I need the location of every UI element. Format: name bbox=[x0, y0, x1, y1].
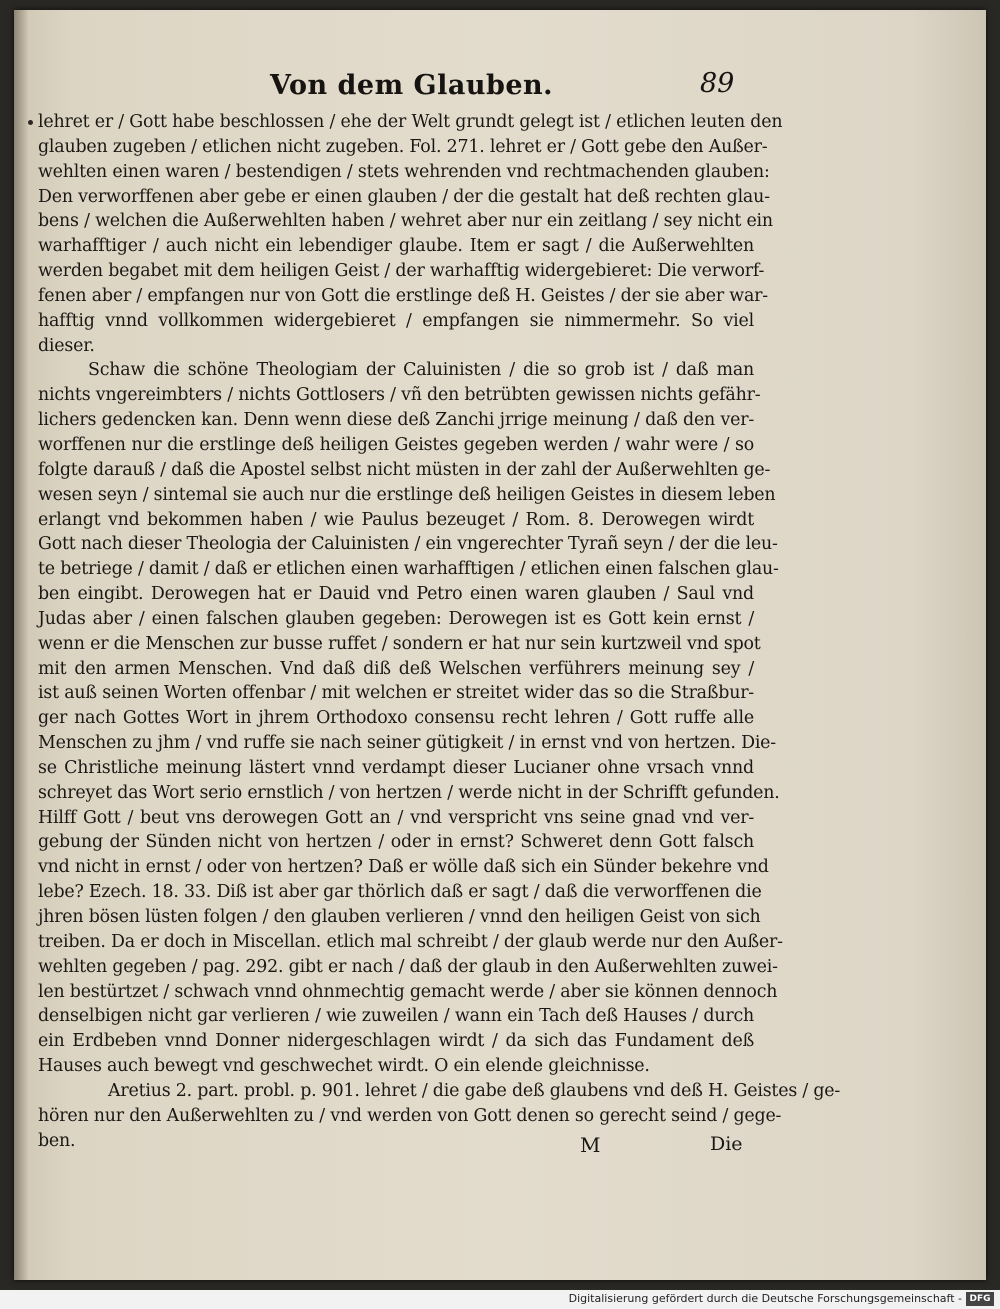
text-line: ist auß seinen Worten offenbar / mit welchen er streitet wider das so die Straßbur- bbox=[38, 683, 754, 704]
text-line: wehlten einen waren / bestendigen / stets wehrenden vnd rechtmachenden glauben: bbox=[38, 161, 770, 182]
text-line: ger nach Gottes Wort in jhrem Orthodoxo consensu recht lehren / Gott ruffe alle bbox=[38, 708, 754, 729]
text-line: wenn er die Menschen zur busse ruffet / sondern er hat nur sein kurtzweil vnd spot bbox=[38, 633, 761, 654]
text-line: lebe? Ezech. 18. 33. Diß ist aber gar thörlich daß er sagt / daß die verworffenen die bbox=[38, 882, 762, 903]
text-line: folgte darauß / daß die Apostel selbst nicht müsten in der zahl der Außerwehlten ge- bbox=[38, 459, 771, 480]
text-line: hören nur den Außerwehlten zu / vnd werden von Gott denen so gerecht seind / gege- bbox=[38, 1105, 782, 1126]
text-line: vnd nicht in ernst / oder von hertzen? Daß er wölle daß sich ein Sünder bekehre vnd bbox=[38, 857, 769, 878]
text-line: worffenen nur die erstlinge deß heiligen Geistes gegeben werden / wahr were / so bbox=[38, 434, 754, 455]
text-line: erlangt vnd bekommen haben / wie Paulus bezeuget / Rom. 8. Derowegen wirdt bbox=[38, 509, 754, 530]
text-line: nichts vngereimbters / nichts Gottlosers / vñ den betrübten gewissen nichts gefähr- bbox=[38, 385, 761, 406]
text-line: bens / welchen die Außerwehlten haben / wehret aber nur ein zeitlang / sey nicht ein bbox=[38, 211, 773, 232]
text-line: Hilff Gott / beut vns derowegen Gott an / vnd verspricht vns seine gnad vnd ver- bbox=[38, 807, 754, 828]
text-line: gebung der Sünden nicht von hertzen / oder in ernst? Schweret denn Gott falsch bbox=[38, 832, 754, 853]
text-line: len bestürtzet / schwach vnnd ohnmechtig gemacht werde / aber sie können dennoch bbox=[38, 981, 778, 1002]
text-line: lehret er / Gott habe beschlossen / ehe der Welt grundt gelegt ist / etlichen leuten den bbox=[38, 112, 783, 132]
text-line: treiben. Da er doch in Miscellan. etlich mal schreibt / der glaub werde nur den Außer- bbox=[38, 931, 783, 952]
body-text bbox=[38, 110, 841, 1153]
signature-mark: M bbox=[580, 1133, 601, 1157]
text-line: Judas aber / einen falschen glauben gegeben: Derowegen ist es Gott kein ernst / bbox=[38, 608, 754, 629]
text-line: se Christliche meinung lästert vnnd verdampt dieser Lucianer ohne vrsach vnnd bbox=[38, 757, 754, 778]
text-line: ben eingibt. Derowegen hat er Dauid vnd Petro einen waren glauben / Saul vnd bbox=[38, 584, 754, 605]
running-head: Von dem Glauben. bbox=[270, 70, 554, 101]
text-line: ein Erdbeben vnnd Donner nidergeschlagen wirdt / da sich das Fundament deß bbox=[38, 1031, 754, 1052]
text-line: warhafftiger / auch nicht ein lebendiger glaube. Item er sagt / die Außerwehlten bbox=[38, 236, 754, 257]
text-line: te betriege / damit / daß er etlichen einen warhafftigen / etlichen einen falschen glau- bbox=[38, 559, 779, 580]
text-line: ben. bbox=[38, 1130, 76, 1151]
text-line: denselbigen nicht gar verlieren / wie zuweilen / wann ein Tach deß Hauses / durch bbox=[38, 1006, 754, 1027]
text-line: Gott nach dieser Theologia der Caluinisten / ein vngerechter Tyrañ seyn / der die leu- bbox=[38, 534, 778, 555]
text-line: schreyet das Wort serio ernstlich / von hertzen / werde nicht in der Schrifft gefunden. bbox=[38, 782, 780, 803]
text-line: Menschen zu jhm / vnd ruffe sie nach seiner gütigkeit / in ernst vnd von hertzen. Die- bbox=[38, 733, 776, 754]
text-line: fenen aber / empfangen nur von Gott die erstlinge deß H. Geistes / der sie aber war- bbox=[38, 285, 768, 306]
text-line: mit den armen Menschen. Vnd daß diß deß Welschen verführers meinung sey / bbox=[38, 658, 754, 679]
catchword: Die bbox=[710, 1133, 743, 1155]
dfg-logo-icon: DFG bbox=[966, 1292, 994, 1306]
text-line: glauben zugeben / etlichen nicht zugeben. Fol. 271. lehret er / Gott gebe den Außer- bbox=[38, 136, 768, 157]
text-line: dieser. bbox=[38, 335, 95, 356]
text-line: Hauses auch bewegt vnd geschwechet wirdt. O ein elende gleichnisse. bbox=[38, 1056, 650, 1077]
text-line: wehlten gegeben / pag. 292. gibt er nach / daß der glaub in den Außerwehlten zuwei- bbox=[38, 956, 778, 977]
page-number: 89 bbox=[700, 68, 735, 99]
text-line: Aretius 2. part. probl. p. 901. lehret / die gabe deß glaubens vnd deß H. Geistes / ge- bbox=[108, 1080, 841, 1101]
text-line: Den verworffenen aber gebe er einen glauben / der die gestalt hat deß rechten glau- bbox=[38, 186, 770, 207]
text-line: lichers gedencken kan. Denn wenn diese deß Zanchi jrrige meinung / daß den ver- bbox=[38, 410, 754, 431]
text-line: wesen seyn / sintemal sie auch nur die erstlinge deß heiligen Geistes in diesem leben bbox=[38, 484, 776, 505]
text-line: hafftig vnnd vollkommen widergebieret / empfangen sie nimmermehr. So viel bbox=[38, 310, 754, 331]
text-line: werden begabet mit dem heiligen Geist / der warhafftig widergebieret: Die verworf- bbox=[38, 261, 765, 282]
margin-mark bbox=[28, 120, 33, 125]
footer-credit: Digitalisierung gefördert durch die Deutsche Forschungsgemeinschaft - bbox=[568, 1292, 962, 1305]
text-line: Schaw die schöne Theologiam der Caluinisten / die so grob ist / daß man bbox=[88, 360, 754, 381]
text-line: jhren bösen lüsten folgen / den glauben verlieren / vnnd den heiligen Geist von sich bbox=[38, 907, 761, 927]
